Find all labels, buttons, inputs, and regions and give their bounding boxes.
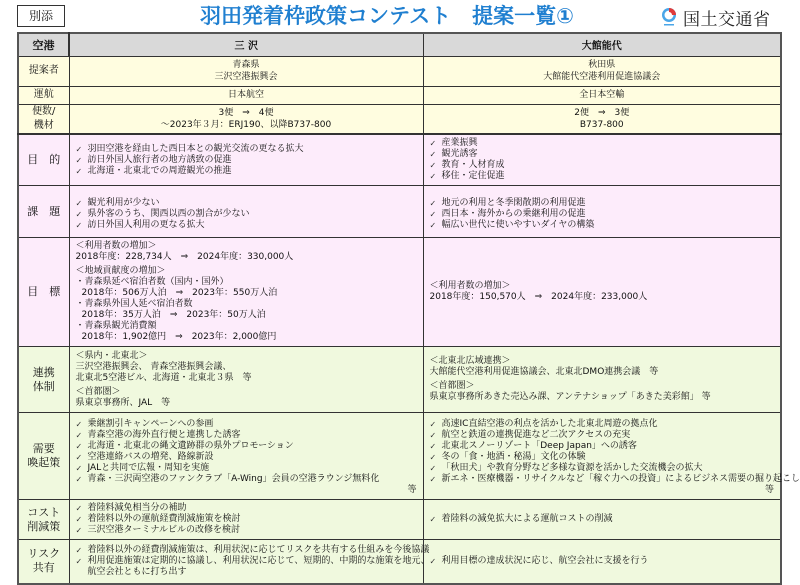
list-item: ✓ 教育・人材育成 <box>430 160 775 171</box>
row-label-purpose: 目 的 <box>18 134 69 186</box>
odate-operator: 全日本空輸 <box>423 86 781 104</box>
row-label-flights <box>18 104 69 134</box>
proposer-org: 三沢空港振興会 <box>214 72 278 82</box>
table-row-operator <box>18 86 781 104</box>
airport-label: 空港 <box>18 33 69 56</box>
misawa-operator: 日本航空 <box>69 86 423 104</box>
misawa-risk <box>69 540 430 584</box>
collab-text: 県東京事務所あきた売込み課、アンテナショップ「あきた美彩館」 等 <box>429 392 711 402</box>
aircraft: B737-800 <box>579 119 624 130</box>
odate-flights <box>423 104 781 134</box>
table-row-demand <box>18 413 781 500</box>
list-item: ✓ 高速IC直結空港の利点を活かした北東北周遊の拠点化 <box>430 419 775 430</box>
row-label-issues: 課 題 <box>18 186 69 238</box>
proposer-org: 大館能代空港利用促進協議会 <box>543 72 661 82</box>
list-item: ✓ 青森空港の海外直行便と連携した誘客 <box>76 430 417 441</box>
list-item: ✓ 地元の利用と冬季閑散期の利用促進 <box>430 198 775 209</box>
goal-item-name: ・青森県外国人延べ宿泊者数 <box>75 299 193 309</box>
row-label-goals: 目 標 <box>18 238 69 347</box>
misawa-goals <box>69 238 423 347</box>
collab-heading: ＜県内・北東北＞ <box>75 350 148 361</box>
goal-item-value: 2018年：506万人泊 ⇒ 2023年：550万人泊 <box>81 288 278 298</box>
table-row-flights <box>18 104 781 134</box>
list-item: ✓ 着陸料以外の運航経費削減施策を検討 <box>76 514 417 525</box>
collab-heading: ＜首都圏＞ <box>75 386 121 397</box>
mlit-logo-icon <box>660 7 678 27</box>
table-row-collaboration <box>18 347 781 413</box>
list-item: ✓ 着陸料の減免拡大による運航コストの削減 <box>430 514 775 525</box>
list-item: ✓ 訪日外国人利用の更なる拡大 <box>76 220 417 231</box>
list-item: ✓ 航空と鉄道の連携促進など二次アクセスの充実 <box>430 430 775 441</box>
list-item: ✓ 幅広い世代に使いやすいダイヤの構築 <box>430 220 775 231</box>
label-line: 機材 <box>33 119 54 131</box>
proposer-prefecture: 青森県 <box>232 60 260 70</box>
flight-count: 3便 ⇒ 4便 <box>218 107 274 118</box>
table-row-purpose <box>18 134 781 186</box>
collab-text: 県東京事務所、JAL 等 <box>75 397 171 408</box>
misawa-header: 三 沢 <box>69 33 423 56</box>
list-item-continuation: 航空会社ともに打ち出す <box>87 566 187 577</box>
label-line: 連携 <box>32 365 55 379</box>
odate-issues <box>423 186 781 238</box>
proposal-table <box>17 32 800 585</box>
collab-text: 北東北5空港ビル、北海道・北東北３県 等 <box>75 372 252 383</box>
label-line: 削減策 <box>27 519 61 533</box>
list-item: ✓ 北東北スノーリゾート「Deep Japan」への誘客 <box>430 441 775 452</box>
misawa-demand <box>69 413 423 500</box>
goal-heading: ＜利用者数の増加＞ <box>429 281 511 291</box>
label-line: コスト <box>27 505 61 519</box>
label-line: 共有 <box>32 561 55 575</box>
label-line: リスク <box>27 547 61 561</box>
odate-noshiro-header: 大館能代 <box>423 33 781 56</box>
proposer-prefecture: 秋田県 <box>588 60 616 70</box>
etc-note: 等 <box>764 485 774 495</box>
misawa-flights <box>69 104 423 134</box>
page-title: 羽田発着枠政策コンテスト 提案一覧① <box>200 4 574 28</box>
ministry-brand <box>660 5 771 29</box>
goal-item-name: ・青森県延べ宿泊者数（国内・国外） <box>75 277 229 287</box>
odate-goals <box>423 238 781 347</box>
row-label-operator: 運航 <box>18 86 69 104</box>
label-line: 体制 <box>32 379 55 393</box>
label-line: 便数/ <box>32 105 56 117</box>
goal-item-value: 2018年：1,902億円 ⇒ 2023年：2,000億円 <box>81 332 277 342</box>
list-item: ✓ 羽田空港を経由した西日本との観光交流の更なる拡大 <box>76 144 417 155</box>
misawa-issues <box>69 186 423 238</box>
row-label-cost <box>18 500 69 540</box>
table-row-risk <box>18 540 781 584</box>
odate-risk <box>423 540 781 584</box>
collab-text: 三沢空港振興会、 青森空港振興会議、 <box>75 361 232 372</box>
flight-count: 2便 ⇒ 3便 <box>574 107 630 118</box>
list-item: ✓ 「秋田犬」や教育分野など多様な資源を活かした交流機会の拡大 <box>430 463 775 474</box>
label-line: 喚起策 <box>27 456 61 469</box>
etc-note: 等 <box>407 485 417 495</box>
list-item: ✓ 移住・定住促進 <box>430 171 775 182</box>
odate-purpose <box>423 134 781 186</box>
collab-text: 大館能代空港利用促進協議会、北東北DMO連携会議 等 <box>429 367 659 377</box>
list-item: ✓ 北海道・北東北での周遊観光の推進 <box>76 166 417 177</box>
goal-heading: ＜地域貢献度の増加＞ <box>75 266 166 276</box>
ministry-name: 国土交通省 <box>683 9 771 30</box>
list-item: ✓ 利用目標の達成状況に応じ、航空会社に支援を行う <box>430 556 775 567</box>
goal-item-name: ・青森県観光消費額 <box>75 321 157 331</box>
collab-heading: ＜北東北広域連携＞ <box>429 356 511 366</box>
misawa-purpose <box>69 134 423 186</box>
odate-proposer <box>423 56 781 86</box>
goal-item-value: 2018年：35万人泊 ⇒ 2023年：50万人泊 <box>81 310 266 320</box>
list-item: ✓ 着陸料減免相当分の補助 <box>76 503 417 514</box>
collab-heading: ＜首都圏＞ <box>429 381 475 391</box>
table-row-proposer <box>18 56 781 86</box>
row-label-demand <box>18 413 69 500</box>
table-row-cost <box>18 500 781 540</box>
list-item: ✓ 訪日外国人旅行者の地方誘致の促進 <box>76 155 417 166</box>
list-item: ✓ 冬の「食・地酒・秘湯」文化の体験 <box>430 452 775 463</box>
list-item: ✓ 観光誘客 <box>430 149 775 160</box>
list-item: ✓ 新エネ・医療機器・リサイクルなど「稼ぐ力への投資」によるビジネス需要の掘り起こし <box>430 474 775 485</box>
table-row-goals <box>18 238 781 347</box>
list-item: ✓ 青森・三沢両空港のファンクラブ「A-Wing」会員の空港ラウンジ無料化 <box>76 474 417 485</box>
row-label-collaboration <box>18 347 69 413</box>
goal-heading: ＜利用者数の増加＞ <box>75 241 157 251</box>
list-item: ✓ JALと共同で広報・周知を実施 <box>76 463 417 474</box>
misawa-cost <box>69 500 423 540</box>
goal-users: 2018年度：150,570人 ⇒ 2024年度：233,000人 <box>429 292 648 302</box>
odate-cost <box>423 500 781 540</box>
label-line: 需要 <box>32 442 55 455</box>
row-label-risk <box>18 540 69 584</box>
aircraft: ～2023年３月：ERJ190、以降B737-800 <box>160 119 332 130</box>
misawa-collaboration <box>69 347 423 413</box>
table-row-issues <box>18 186 781 238</box>
goal-users: 2018年度：228,734人 ⇒ 2024年度：330,000人 <box>75 252 294 262</box>
list-item: ✓ 産業振興 <box>430 138 775 149</box>
list-item: ✓ 北海道・北東北の縄文遺跡群の県外プロモーション <box>76 441 417 452</box>
odate-demand <box>423 413 800 500</box>
list-item: ✓ 利用促進施策は定期的に協議し、利用状況に応じて、短期的、中期的な施策を地元、 <box>76 556 417 567</box>
row-label-proposer: 提案者 <box>18 56 69 86</box>
misawa-proposer <box>69 56 423 86</box>
list-item: ✓ 着陸料以外の経費削減施策は、利用状況に応じてリスクを共有する仕組みを今後協議 <box>76 545 417 556</box>
list-item: ✓ 三沢空港ターミナルビルの改修を検討 <box>76 525 417 536</box>
table-header-row <box>18 33 781 56</box>
odate-collaboration <box>423 347 781 413</box>
list-item: ✓ 観光利用が少ない <box>76 198 417 209</box>
list-item: ✓ 乗継割引キャンペーンへの参画 <box>76 419 417 430</box>
list-item: ✓ 西日本・海外からの乗継利用の促進 <box>430 209 775 220</box>
attachment-tag: 別添 <box>17 5 65 27</box>
list-item: ✓ 空港連絡バスの増発、路線新設 <box>76 452 417 463</box>
list-item: ✓ 県外客のうち、関西以西の割合が少ない <box>76 209 417 220</box>
